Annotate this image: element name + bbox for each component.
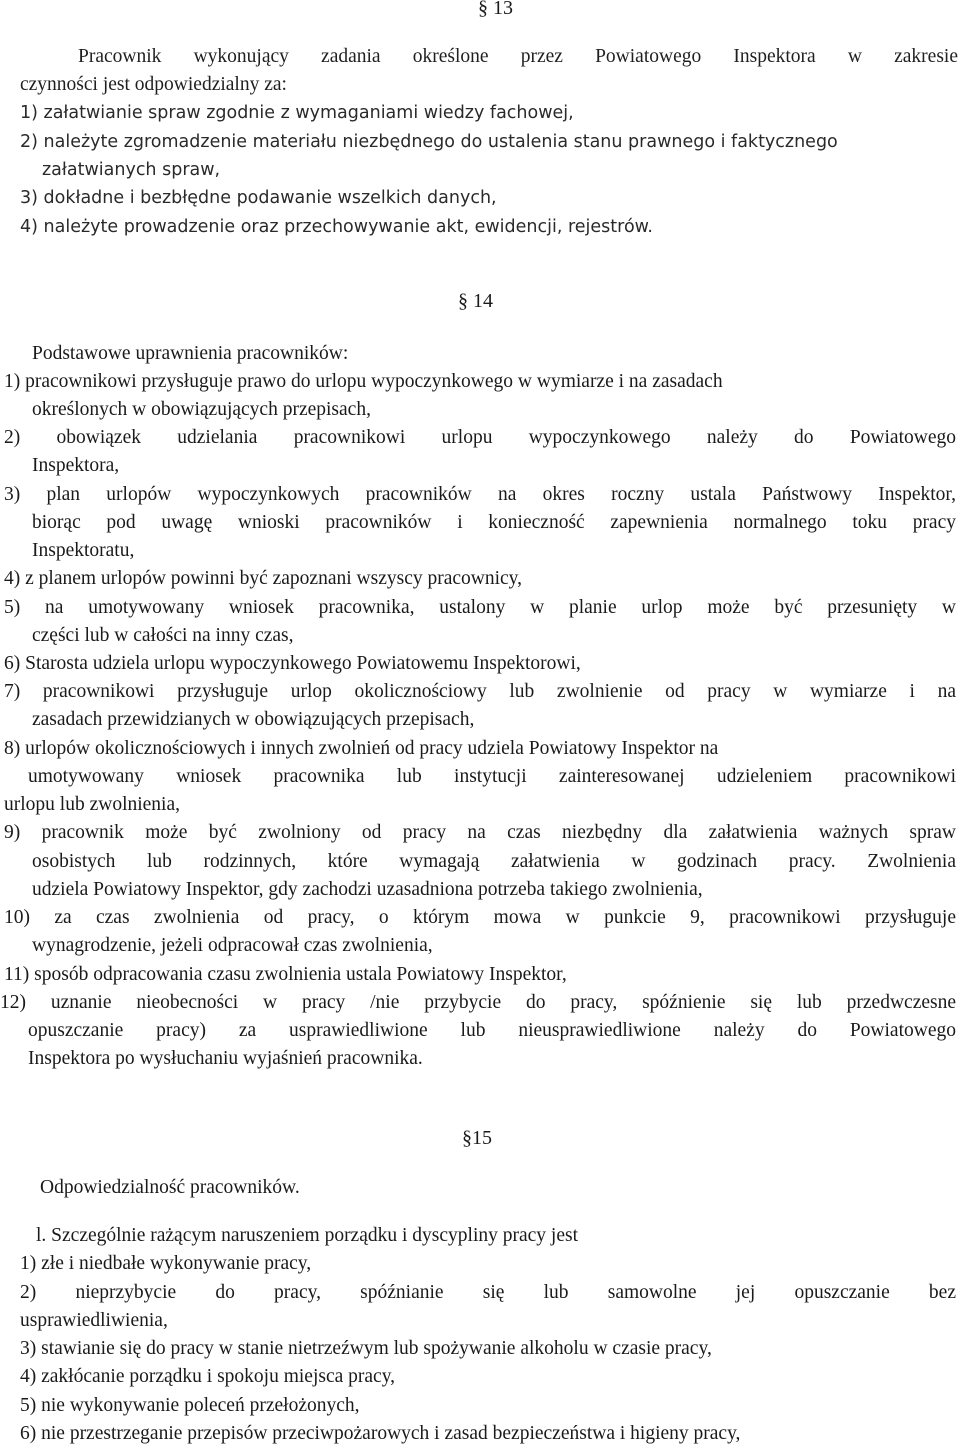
s13-line-1: Pracownik wykonujący zadania określone przez Powiatowego Inspektora w zakresie xyxy=(78,46,958,67)
s14-item-9-cont-2: udziela Powiatowy Inspektor, gdy zachodzi uzasadniona potrzeba takiego zwolnienia, xyxy=(32,879,703,900)
s14-item-5-cont: części lub w całości na inny czas, xyxy=(32,625,294,646)
s14-item-9: 9) pracownik może być zwolniony od pracy na czas niezbędny dla załatwienia ważnych spraw xyxy=(4,822,956,843)
s14-item-10-cont: wynagrodzenie, jeżeli odpracował czas zwolnienia, xyxy=(32,935,433,956)
s14-item-8-cont-2: urlopu lub zwolnienia, xyxy=(4,794,181,815)
s14-item-1: 1) pracownikowi przysługuje prawo do urlopu wypoczynkowego w wymiarze i na zasadach xyxy=(4,371,723,392)
s14-item-12-cont-2: Inspektora po wysłuchaniu wyjaśnień pracownika. xyxy=(28,1048,423,1069)
s14-item-8-cont: umotywowany wniosek pracownika lub instytucji zainteresowanej udzieleniem pracownikowi xyxy=(28,766,956,787)
s13-item-2-cont: załatwianych spraw, xyxy=(42,160,221,180)
s14-item-8: 8) urlopów okolicznościowych i innych zwolnień od pracy udziela Powiatowy Inspektor na xyxy=(4,738,719,759)
s14-item-7: 7) pracownikowi przysługuje urlop okolicznościowy lub zwolnienie od pracy w wymiarze i na xyxy=(4,681,956,702)
s15-item-2-cont: usprawiedliwienia, xyxy=(20,1310,168,1331)
s15-item-6: 6) nie przestrzeganie przepisów przeciwpożarowych i zasad bezpieczeństwa i higieny pracy, xyxy=(20,1423,741,1444)
s14-item-10: 10) za czas zwolnienia od pracy, o którym mowa w punkcie 9, pracownikowi przysługuje xyxy=(4,907,956,928)
s15-item-3: 3) stawianie się do pracy w stanie nietrzeźwym lub spożywanie alkoholu w czasie pracy, xyxy=(20,1338,712,1359)
s14-item-5: 5) na umotywowany wniosek pracownika, ustalony w planie urlop może być przesunięty w xyxy=(4,597,956,618)
s15-intro: Odpowiedzialność pracowników. xyxy=(40,1177,300,1198)
s14-item-6: 6) Starosta udziela urlopu wypoczynkowego Powiatowemu Inspektorowi, xyxy=(4,653,581,674)
s15-item-5: 5) nie wykonywanie poleceń przełożonych, xyxy=(20,1395,360,1416)
s13-item-4: 4) należyte prowadzenie oraz przechowywanie akt, ewidencji, rejestrów. xyxy=(20,217,653,237)
s14-item-9-cont: osobistych lub rodzinnych, które wymagają załatwienia w godzinach pracy. Zwolnienia xyxy=(32,851,956,872)
s14-item-3-cont-2: Inspektoratu, xyxy=(32,540,135,561)
s14-item-12-cont: opuszczanie pracy) za usprawiedliwione lub nieusprawiedliwione należy do Powiatowego xyxy=(28,1020,956,1041)
s14-item-2-cont: Inspektora, xyxy=(32,455,120,476)
section-13-header: § 13 xyxy=(478,0,513,19)
s15-item-2: 2) nieprzybycie do pracy, spóźnianie się lub samowolne jej opuszczanie bez xyxy=(20,1282,956,1303)
s13-item-3: 3) dokładne i bezbłędne podawanie wszelkich danych, xyxy=(20,188,497,208)
s15-item-4: 4) zakłócanie porządku i spokoju miejsca pracy, xyxy=(20,1366,396,1387)
s15-item-1: 1) złe i niedbałe wykonywanie pracy, xyxy=(20,1253,312,1274)
s15-line-1: l. Szczególnie rażącym naruszeniem porządku i dyscypliny pracy jest xyxy=(36,1225,579,1246)
s13-item-2: 2) należyte zgromadzenie materiału niezbędnego do ustalenia stanu prawnego i faktycznego xyxy=(20,132,838,152)
s14-item-2: 2) obowiązek udzielania pracownikowi urlopu wypoczynkowego należy do Powiatowego xyxy=(4,427,956,448)
s14-intro: Podstawowe uprawnienia pracowników: xyxy=(32,343,349,364)
s14-item-3-cont: biorąc pod uwagę wnioski pracowników i konieczność zapewnienia normalnego toku pracy xyxy=(32,512,956,533)
section-15-header: §15 xyxy=(462,1127,492,1149)
section-14-header: § 14 xyxy=(458,290,493,312)
s14-item-4: 4) z planem urlopów powinni być zapoznani wszyscy pracownicy, xyxy=(4,568,523,589)
s14-item-12: 12) uznanie nieobecności w pracy /nie przybycie do pracy, spóźnienie się lub przedwczesne xyxy=(0,992,956,1013)
s14-item-1-cont: określonych w obowiązujących przepisach, xyxy=(32,399,371,420)
s13-line-2: czynności jest odpowiedzialny za: xyxy=(20,74,287,95)
s13-item-1: 1) załatwianie spraw zgodnie z wymaganiami wiedzy fachowej, xyxy=(20,103,574,123)
s14-item-7-cont: zasadach przewidzianych w obowiązujących przepisach, xyxy=(32,709,475,730)
s14-item-3: 3) plan urlopów wypoczynkowych pracowników na okres roczny ustala Państwowy Inspektor, xyxy=(4,484,956,505)
s14-item-11: 11) sposób odpracowania czasu zwolnienia ustala Powiatowy Inspektor, xyxy=(4,964,567,985)
